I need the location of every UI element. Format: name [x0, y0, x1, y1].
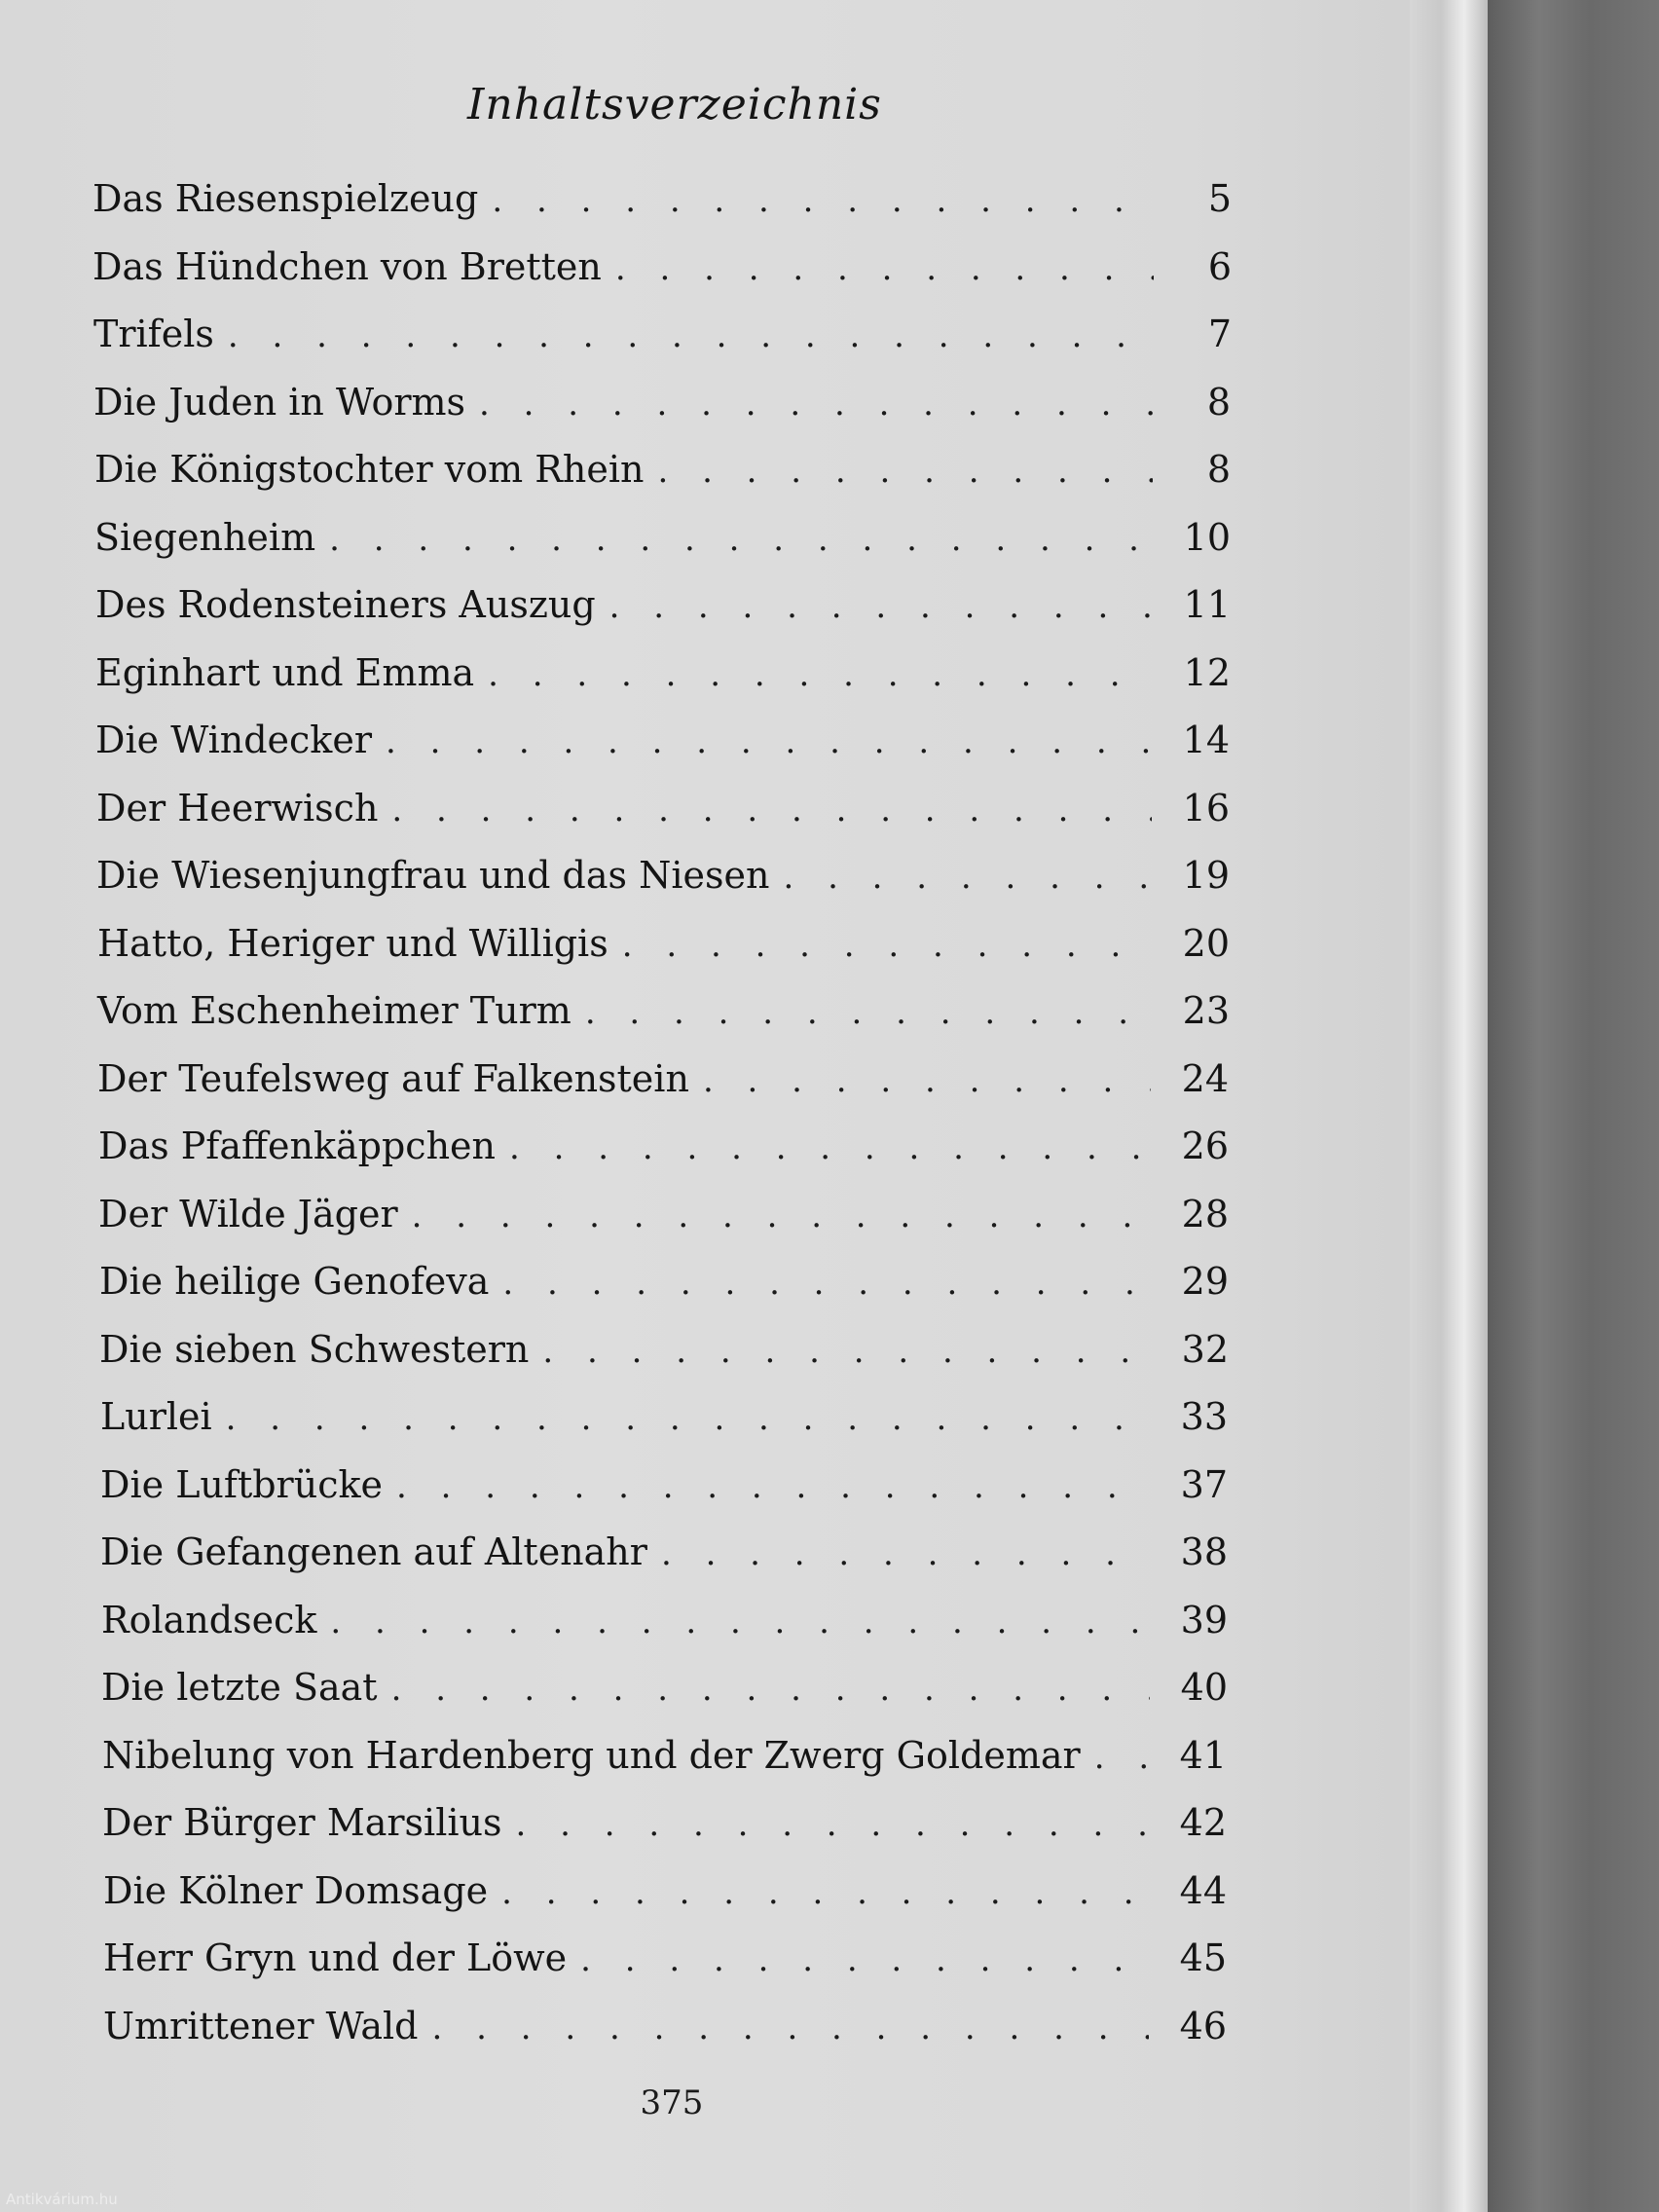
dot-leader — [502, 1264, 1151, 1303]
toc-entry-page: 6 — [1207, 245, 1232, 288]
toc-entry-page: 23 — [1182, 989, 1230, 1032]
dot-leader — [609, 587, 1153, 626]
toc-entry — [93, 313, 1232, 371]
toc-entry-page: 8 — [1206, 448, 1231, 491]
toc-entry-title: Der Bürger Marsilius — [102, 1801, 502, 1844]
toc-entry-title: Eginhart und Emma — [95, 651, 475, 694]
dot-leader — [391, 791, 1152, 830]
toc-entry-title: Des Rodensteiners Auszug — [95, 583, 596, 626]
toc-entry-page: 40 — [1180, 1666, 1228, 1709]
dot-leader — [585, 993, 1152, 1032]
toc-entry-title: Siegenheim — [94, 516, 316, 559]
toc-entry-page: 32 — [1181, 1328, 1229, 1371]
toc-entry — [99, 1260, 1229, 1318]
toc-entry-title: Das Pfaffenkäppchen — [98, 1124, 496, 1167]
toc-entry-title: Der Wilde Jäger — [98, 1193, 398, 1235]
toc-entry-title: Das Riesenspielzeug — [92, 177, 479, 220]
toc-entry — [103, 1936, 1227, 1995]
toc-entry — [101, 1666, 1228, 1724]
toc-entry-page: 16 — [1182, 787, 1230, 830]
toc-entry-title: Die Juden in Worms — [93, 381, 466, 424]
toc-entry-page: 26 — [1181, 1124, 1229, 1167]
dot-leader — [622, 926, 1152, 965]
toc-entry — [96, 787, 1230, 845]
toc-entry-title: Der Heerwisch — [96, 787, 379, 830]
toc-entry — [103, 1869, 1227, 1928]
dot-leader — [479, 385, 1153, 424]
dot-leader — [492, 181, 1154, 220]
toc-entry-title: Rolandseck — [101, 1599, 317, 1641]
toc-entry-title: Die Windecker — [95, 719, 372, 761]
toc-entry — [97, 922, 1230, 980]
toc-entry-title: Die Gefangenen auf Altenahr — [100, 1530, 647, 1573]
toc-entry-page: 7 — [1207, 313, 1232, 355]
toc-entry-page: 37 — [1180, 1463, 1228, 1506]
toc-entry-title: Die sieben Schwestern — [99, 1328, 530, 1371]
toc-entry-page: 20 — [1182, 922, 1230, 965]
toc-entry-page: 44 — [1179, 1869, 1227, 1912]
dot-leader — [1094, 1738, 1149, 1777]
toc-entry — [100, 1395, 1228, 1454]
toc-entry-page: 28 — [1181, 1193, 1229, 1235]
toc-entry — [92, 245, 1232, 304]
toc-entry-title: Nibelung von Hardenberg und der Zwerg Goldemar — [102, 1734, 1081, 1777]
toc-entry-page: 14 — [1182, 719, 1230, 761]
dot-leader — [329, 520, 1153, 559]
dot-leader — [615, 249, 1154, 288]
toc-entry — [100, 1530, 1228, 1589]
toc-entry-page: 39 — [1180, 1599, 1228, 1641]
dot-leader — [703, 1061, 1151, 1100]
toc-entry-page: 45 — [1179, 1936, 1227, 1979]
dot-leader — [488, 655, 1153, 694]
toc-title: Inhaltsverzeichnis — [467, 80, 882, 129]
toc-entry — [95, 583, 1231, 642]
dot-leader — [412, 1197, 1151, 1235]
dot-leader — [501, 1873, 1149, 1912]
watermark: Antikvárium.hu — [6, 2191, 118, 2208]
toc-entry-title: Die Wiesenjungfrau und das Niesen — [96, 854, 770, 897]
dot-leader — [432, 2009, 1149, 2047]
toc-entry-title: Die Königstochter vom Rhein — [94, 448, 645, 491]
dot-leader — [783, 858, 1152, 897]
toc-entry — [93, 381, 1231, 439]
dot-leader — [330, 1603, 1150, 1641]
toc-entry — [96, 854, 1230, 912]
dot-leader — [516, 1805, 1150, 1844]
book-spine-shadow — [1488, 0, 1659, 2212]
toc-entry — [95, 651, 1231, 710]
toc-entry — [98, 1193, 1229, 1251]
toc-entry — [100, 1463, 1228, 1522]
toc-entry-title: Vom Eschenheimer Turm — [97, 989, 571, 1032]
toc-entry-title: Die letzte Saat — [101, 1666, 378, 1709]
toc-entry-page: 24 — [1181, 1057, 1229, 1100]
toc-entry — [102, 1734, 1227, 1792]
toc-entry-page: 11 — [1183, 583, 1231, 626]
toc-entry-page: 33 — [1180, 1395, 1228, 1438]
page-number: 375 — [640, 2083, 704, 2122]
toc-entry — [92, 177, 1232, 236]
toc-entry-title: Die Luftbrücke — [100, 1463, 383, 1506]
toc-entry-page: 42 — [1179, 1801, 1227, 1844]
toc-entry-title: Die Kölner Domsage — [103, 1869, 489, 1912]
toc-entry-title: Trifels — [93, 313, 214, 355]
toc-entry-page: 8 — [1206, 381, 1231, 424]
dot-leader — [657, 452, 1153, 491]
toc-entry — [99, 1328, 1229, 1386]
toc-entry-title: Lurlei — [100, 1395, 212, 1438]
toc-entry — [103, 2005, 1227, 2063]
toc-entry-title: Hatto, Heriger und Willigis — [97, 922, 608, 965]
toc-entry — [94, 516, 1231, 574]
toc-entry-page: 5 — [1207, 177, 1232, 220]
toc-entry — [101, 1599, 1228, 1657]
toc-entry — [98, 1124, 1229, 1183]
toc-entry-title: Umrittener Wald — [103, 2005, 419, 2047]
dot-leader — [661, 1534, 1150, 1573]
toc-entry-title: Herr Gryn und der Löwe — [103, 1936, 568, 1979]
page-edge — [1410, 0, 1488, 2212]
dot-leader — [542, 1332, 1151, 1371]
toc-entry-title: Die heilige Genofeva — [99, 1260, 490, 1303]
toc-entry-page: 46 — [1179, 2005, 1227, 2047]
toc-entry — [95, 719, 1230, 777]
toc-entry — [102, 1801, 1227, 1860]
dot-leader — [509, 1128, 1151, 1167]
toc-entry-page: 41 — [1179, 1734, 1227, 1777]
dot-leader — [226, 1399, 1150, 1438]
toc-entry-page: 38 — [1180, 1530, 1228, 1573]
toc-entry-page: 19 — [1182, 854, 1230, 897]
toc-entry-title: Der Teufelsweg auf Falkenstein — [97, 1057, 689, 1100]
dot-leader — [391, 1670, 1150, 1709]
dot-leader — [396, 1467, 1150, 1506]
dot-leader — [580, 1940, 1149, 1979]
toc-entry — [97, 989, 1230, 1048]
toc-entry — [97, 1057, 1229, 1116]
toc-entry-page: 29 — [1181, 1260, 1229, 1303]
toc-entry-page: 12 — [1183, 651, 1231, 694]
dot-leader — [228, 316, 1154, 355]
toc-entry-page: 10 — [1183, 516, 1231, 559]
toc-entry — [94, 448, 1231, 506]
toc-entry-title: Das Hündchen von Bretten — [92, 245, 602, 288]
dot-leader — [386, 722, 1152, 761]
